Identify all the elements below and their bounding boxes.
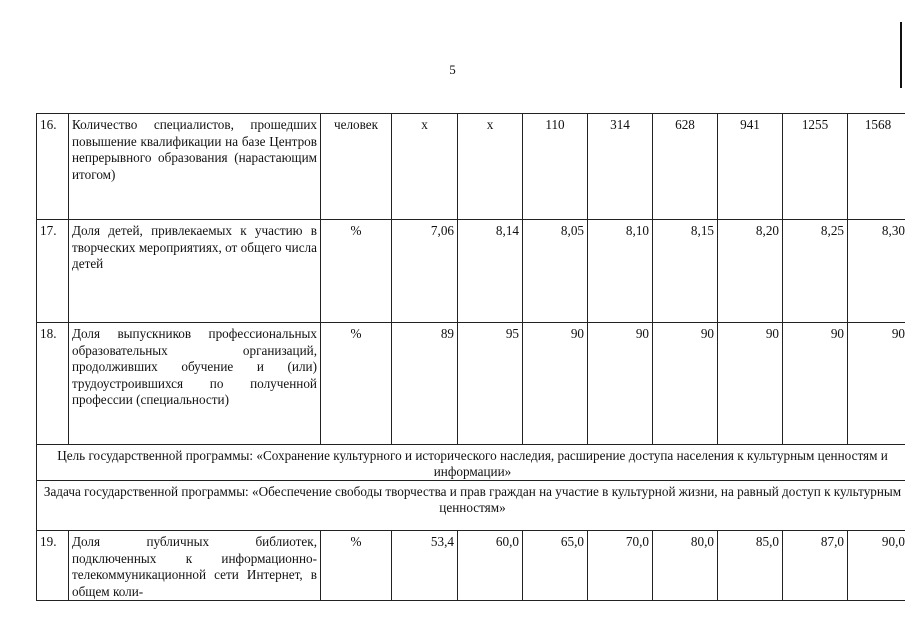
value-cell: 941 bbox=[718, 114, 783, 220]
value-cell: 85,0 bbox=[718, 531, 783, 601]
indicators-table bbox=[36, 113, 905, 601]
value-cell: x bbox=[458, 114, 523, 220]
unit-cell: % bbox=[321, 323, 392, 445]
value-cell: 80,0 bbox=[653, 531, 718, 601]
value-cell: 314 bbox=[588, 114, 653, 220]
value-cell: 90 bbox=[718, 323, 783, 445]
unit-cell: % bbox=[321, 531, 392, 601]
value-cell: 87,0 bbox=[783, 531, 848, 601]
unit-cell: % bbox=[321, 220, 392, 323]
value-cell: 65,0 bbox=[523, 531, 588, 601]
value-cell: 90 bbox=[783, 323, 848, 445]
value-cell: 110 bbox=[523, 114, 588, 220]
value-cell: 8,20 bbox=[718, 220, 783, 323]
value-cell: 8,15 bbox=[653, 220, 718, 323]
value-cell: 90 bbox=[588, 323, 653, 445]
indicator-name: Доля детей, привлекаемых к участию в творческих мероприятиях, от общего числа детей bbox=[69, 220, 321, 323]
unit-cell: человек bbox=[321, 114, 392, 220]
value-cell: 8,10 bbox=[588, 220, 653, 323]
table-row-17 bbox=[37, 220, 905, 323]
value-cell: 7,06 bbox=[392, 220, 458, 323]
value-cell: 1255 bbox=[783, 114, 848, 220]
value-cell: x bbox=[392, 114, 458, 220]
scan-edge-mark bbox=[900, 22, 902, 88]
value-cell: 70,0 bbox=[588, 531, 653, 601]
value-cell: 8,30 bbox=[848, 220, 905, 323]
value-cell: 8,25 bbox=[783, 220, 848, 323]
indicator-name: Доля выпускников профессиональных образовательных организаций, продолживших обучение и (или) трудоустроившихся по полученной профессии (специальности) bbox=[69, 323, 321, 445]
program-task-text: Задача государственной программы: «Обеспечение свободы творчества и прав граждан на участие в культурной жизни, на равный доступ к культурным ценностям» bbox=[37, 481, 905, 531]
value-cell: 60,0 bbox=[458, 531, 523, 601]
program-goal-text: Цель государственной программы: «Сохранение культурного и исторического наследия, расширение доступа населения к культурным ценностям и информации» bbox=[37, 445, 905, 481]
goal-row bbox=[37, 445, 905, 481]
row-number: 16. bbox=[37, 114, 69, 220]
row-number: 17. bbox=[37, 220, 69, 323]
table-row-16 bbox=[37, 114, 905, 220]
value-cell: 95 bbox=[458, 323, 523, 445]
task-row bbox=[37, 481, 905, 531]
table-row-19 bbox=[37, 531, 905, 601]
indicator-name: Доля публичных библиотек, подключенных к информационно-телекоммуникационной сети Интернет, в общем коли- bbox=[69, 531, 321, 601]
indicator-name: Количество специалистов, прошедших повышение квалификации на базе Центров непрерывного образования (нарастающим итогом) bbox=[69, 114, 321, 220]
row-number: 18. bbox=[37, 323, 69, 445]
value-cell: 1568 bbox=[848, 114, 905, 220]
value-cell: 90 bbox=[523, 323, 588, 445]
value-cell: 8,14 bbox=[458, 220, 523, 323]
page-number: 5 bbox=[449, 62, 456, 77]
value-cell: 8,05 bbox=[523, 220, 588, 323]
value-cell: 89 bbox=[392, 323, 458, 445]
value-cell: 628 bbox=[653, 114, 718, 220]
value-cell: 90,0 bbox=[848, 531, 905, 601]
value-cell: 53,4 bbox=[392, 531, 458, 601]
table-row-18 bbox=[37, 323, 905, 445]
row-number: 19. bbox=[37, 531, 69, 601]
value-cell: 90 bbox=[848, 323, 905, 445]
value-cell: 90 bbox=[653, 323, 718, 445]
